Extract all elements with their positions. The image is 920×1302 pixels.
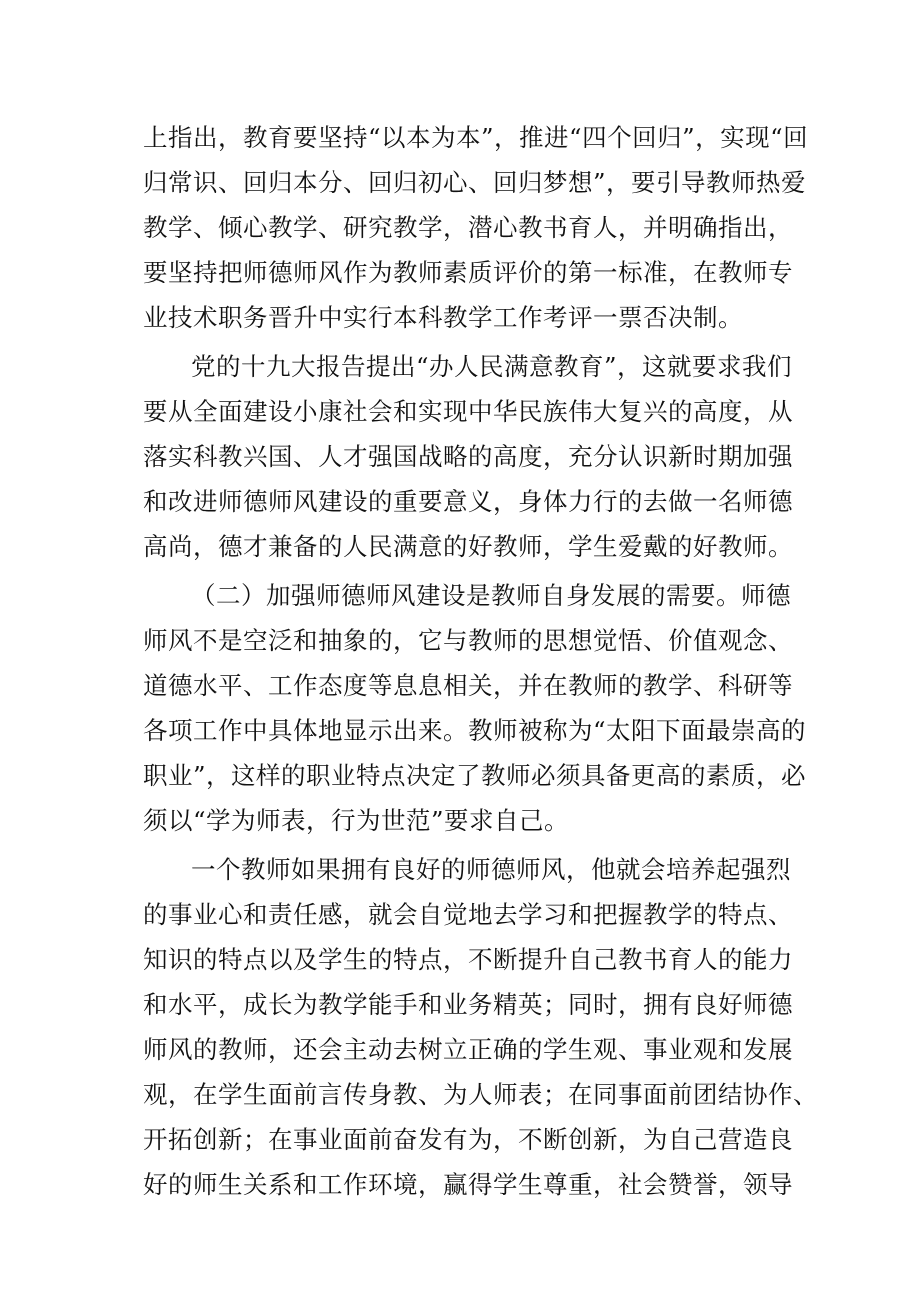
- text-line: 党的十九大报告提出“办人民满意教育”，这就要求我们: [191, 352, 793, 381]
- text-line: 落实科教兴国、人才强国战略的高度，充分认识新时期加强: [143, 442, 793, 471]
- text-line: 观，在学生面前言传身教、为人师表；在同事面前团结协作、: [143, 1080, 818, 1109]
- text-line: 好的师生关系和工作环境，赢得学生尊重，社会赞誉，领导: [143, 1170, 793, 1199]
- text-line: 师风的教师，还会主动去树立正确的学生观、事业观和发展: [143, 1035, 793, 1064]
- text-line: 高尚，德才兼备的人民满意的好教师，学生爱戴的好教师。: [143, 532, 793, 561]
- text-line: 师风不是空泛和抽象的，它与教师的思想觉悟、价值观念、: [143, 626, 793, 655]
- text-line: 道德水平、工作态度等息息相关，并在教师的教学、科研等: [143, 671, 793, 700]
- text-line: 开拓创新；在事业面前奋发有为，不断创新，为自己营造良: [143, 1125, 793, 1154]
- text-line: （二）加强师德师风建设是教师自身发展的需要。师德: [191, 581, 791, 610]
- text-line: 各项工作中具体地显示出来。教师被称为“太阳下面最崇高的: [143, 716, 807, 745]
- text-line: 职业”，这样的职业特点决定了教师必须具备更高的素质，必: [143, 761, 807, 790]
- text-line: 的事业心和责任感，就会自觉地去学习和把握教学的特点、: [143, 900, 793, 929]
- text-line: 须以“学为师表，行为世范”要求自己。: [143, 806, 570, 835]
- text-line: 业技术职务晋升中实行本科教学工作考评一票否决制。: [143, 303, 743, 332]
- text-line: 要坚持把师德师风作为教师素质评价的第一标准，在教师专: [143, 258, 793, 287]
- text-line: 上指出，教育要坚持“以本为本”，推进“四个回归”，实现“回: [143, 123, 809, 152]
- text-line: 一个教师如果拥有良好的师德师风，他就会培养起强烈: [191, 855, 791, 884]
- text-line: 归常识、回归本分、回归初心、回归梦想”，要引导教师热爱: [143, 168, 807, 197]
- text-line: 和改进师德师风建设的重要意义，身体力行的去做一名师德: [143, 487, 793, 516]
- text-line: 知识的特点以及学生的特点，不断提升自己教书育人的能力: [143, 945, 793, 974]
- text-line: 要从全面建设小康社会和实现中华民族伟大复兴的高度，从: [143, 397, 793, 426]
- text-line: 和水平，成长为教学能手和业务精英；同时，拥有良好师德: [143, 990, 793, 1019]
- text-line: 教学、倾心教学、研究教学，潜心教书育人，并明确指出，: [143, 213, 793, 242]
